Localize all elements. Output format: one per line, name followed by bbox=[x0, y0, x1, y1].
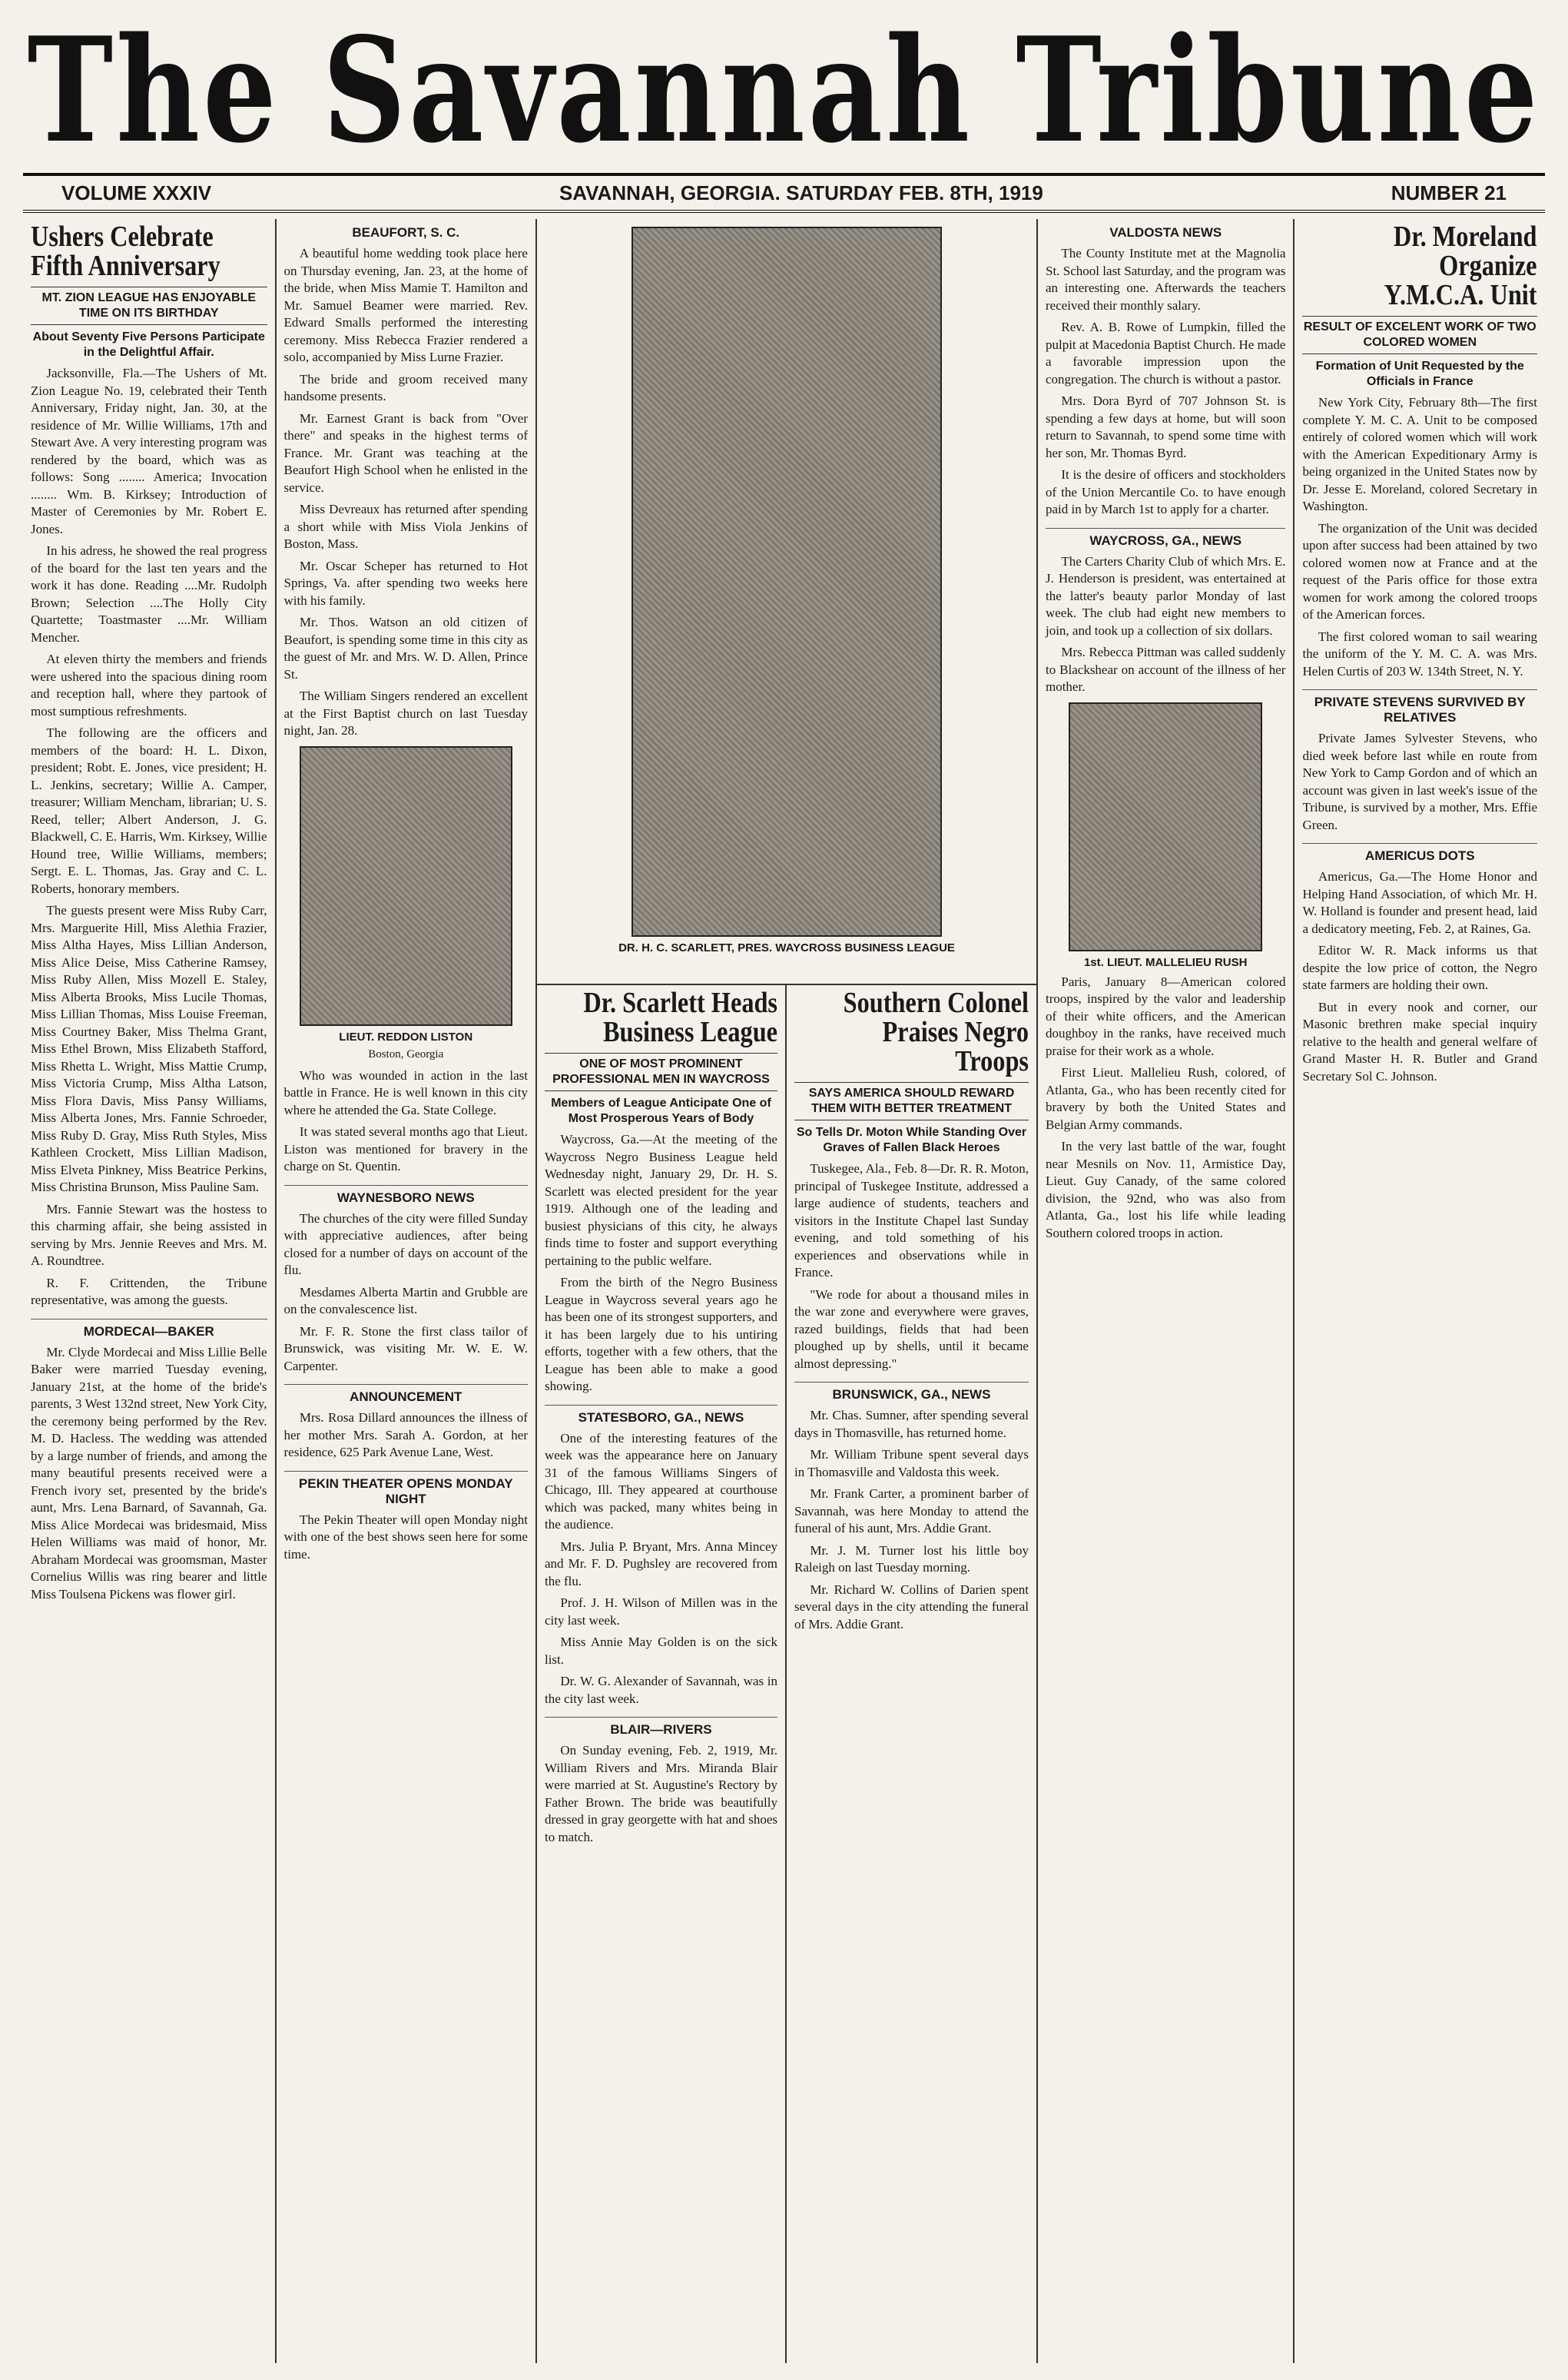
section-heading: VALDOSTA NEWS bbox=[1109, 225, 1222, 240]
article-paragraph: The William Singers rendered an excellent at the First Baptist church on last Tuesday night, Jan. 28. bbox=[283, 689, 528, 738]
issue-number: NUMBER 21 bbox=[1391, 181, 1507, 204]
article-paragraph: The bride and groom received many handsome presents. bbox=[283, 371, 528, 403]
article-paragraph: Jacksonville, Fla.—The Ushers of Mt. Zion League No. 19, celebrated their Tenth Anniversary, Friday night, Jan. 30, at the residence of Mr. Willie Williams, 17th and Stewart Ave. A very interesting program was rendered by the board, which was as follows: Song ........ America; Invocation ........ Wm. B. Kirksey; Introduction of Master of Ceremonies by Mr. Robert E. Jones. bbox=[31, 366, 267, 536]
column-6 bbox=[1295, 219, 1545, 2363]
article-paragraph: The organization of the Unit was decided upon after success had been attained by two colored women now at France and at the request of the Paris office for those extra women for work among the colored troops of the American forces. bbox=[1302, 520, 1537, 622]
article-paragraph: The churches of the city were filled Sunday with appreciative audiences, after being closed for a number of days on account of the flu. bbox=[283, 1210, 528, 1277]
article-paragraph: Waycross, Ga.—At the meeting of the Waycross Negro Business League held Wednesday night, January 29, Dr. H. S. Scarlett was elected president for the year 1919. Although one of the leading and busiest physicians of this city, he always finds time to foster and support everything pertaining to the public welfare. bbox=[544, 1132, 777, 1268]
headline-scarlett: Dr. Scarlett Heads Business League bbox=[583, 987, 777, 1048]
article-paragraph: Mrs. Rosa Dillard announces the illness of her mother Mrs. Sarah A. Gordon, at her residence, 625 Park Avenue Lane, West. bbox=[283, 1410, 528, 1459]
article-paragraph: Americus, Ga.—The Home Honor and Helping Hand Association, of which Mr. H. W. Holland is founder and present head, laid a dedicatory meeting, Feb. 2, at Raines, Ga. bbox=[1302, 869, 1537, 936]
article-paragraph: Mr. Frank Carter, a prominent barber of Savannah, was here Monday to attend the funeral of his aunt, Mrs. Addie Grant. bbox=[794, 1486, 1029, 1535]
section-heading: STATESBORO, GA., NEWS bbox=[545, 1405, 777, 1426]
column-5 bbox=[1038, 219, 1295, 2363]
section-heading: BEAUFORT, S. C. bbox=[352, 225, 460, 240]
article-paragraph: Editor W. R. Mack informs us that despite the low price of cotton, the Negro state farmers are holding their own. bbox=[1302, 943, 1537, 992]
article-paragraph: Mr. Chas. Sumner, after spending several days in Thomasville, has returned home. bbox=[794, 1408, 1029, 1440]
dateline bbox=[23, 173, 1545, 213]
portrait-photo-rush bbox=[1069, 702, 1263, 951]
deck-scarlett: ONE OF MOST PROMINENT PROFESSIONAL MEN IN WAYCROSS bbox=[545, 1053, 777, 1091]
column-1 bbox=[23, 219, 277, 2363]
article-paragraph: First Lieut. Mallelieu Rush, colored, of Atlanta, Ga., who has been recently cited for bravery by both the United States and Belgian Army commands. bbox=[1045, 1065, 1286, 1132]
article-paragraph: Mr. Clyde Mordecai and Miss Lillie Belle Baker were married Tuesday evening, January 21st, at the home of the bride's parents, 3 West 132nd street, New York City, the ceremony being performed by the Rev. M. D. Hacless. The wedding was attended by a large number of friends, and among the many beautiful presents received were a French ivory set, presented by the bride's aunt, Mrs. Lena Barnard, of Savannah, Ga. Miss Alice Mordecai was bridesmaid, Miss Helen Williams was maid of honor, Mr. Abraham Mordecai was groomsman, Master Cornelius Willis was ring bearer and little Miss Toulsena Pickens was flower girl. bbox=[31, 1344, 267, 1602]
portrait-photo-liston bbox=[300, 746, 512, 1026]
photo-caption: 1st. LIEUT. MALLELIEU RUSH bbox=[1083, 955, 1248, 969]
place-date: SAVANNAH, GEORGIA. SATURDAY FEB. 8TH, 1919 bbox=[559, 181, 1043, 204]
article-paragraph: Mr. Thos. Watson an old citizen of Beaufort, is spending some time in this city as the guest of Mr. and Mrs. W. D. Allen, Prince St. bbox=[283, 615, 528, 682]
article-paragraph: Mrs. Rebecca Pittman was called suddenly to Blackshear on account of the illness of her mother. bbox=[1045, 645, 1286, 694]
column-3 bbox=[537, 985, 787, 2363]
article-paragraph: Paris, January 8—American colored troops, inspired by the valor and leadership of their white officers, and the American doughboy in the ranks, have received much praise for their work as a whole. bbox=[1045, 974, 1286, 1058]
article-paragraph: Mrs. Julia P. Bryant, Mrs. Anna Mincey and Mr. F. D. Pughsley are recovered from the flu. bbox=[544, 1539, 777, 1588]
subdeck-ushers: About Seventy Five Persons Participate in the Delightful Affair. bbox=[32, 330, 265, 359]
subdeck-scarlett: Members of League Anticipate One of Most Prosperous Years of Body bbox=[551, 1097, 771, 1125]
column-4 bbox=[787, 985, 1036, 2363]
article-paragraph: Mr. William Tribune spent several days in Thomasville and Valdosta this week. bbox=[794, 1447, 1029, 1479]
masthead bbox=[23, 5, 1545, 175]
article-paragraph: Tuskegee, Ala., Feb. 8—Dr. R. R. Moton, principal of Tuskegee Institute, addressed a large audience of students, teachers and visitors in the Institute Chapel last Sunday evening, and told something of his experiences and observations while in France. bbox=[794, 1161, 1029, 1280]
columns bbox=[23, 219, 1545, 2363]
article-paragraph: A beautiful home wedding took place here on Thursday evening, Jan. 23, at the home of the bride, when Miss Mamie T. Hamilton and Mr. Samuel Beamer were married. Rev. Edward Smalls performed the interesting ceremony. Miss Rebecca Frazier rendered a solo, accompanied by Miss Lurne Frazier. bbox=[283, 246, 528, 364]
article-paragraph: Rev. A. B. Rowe of Lumpkin, filled the pulpit at Macedonia Baptist Church. He made a favorable impression upon the congregation. The church is without a pastor. bbox=[1045, 320, 1286, 387]
article-paragraph: The County Institute met at the Magnolia St. School last Saturday, and the program was an interesting one. Afterwards the teachers received their monthly salary. bbox=[1045, 246, 1286, 313]
article-paragraph: The Carters Charity Club of which Mrs. E. J. Henderson is president, was entertained at the latter's beauty parlor Monday of last week. The club had eight new members to join, and took up a collection of six dollars. bbox=[1045, 553, 1286, 638]
article-paragraph: One of the interesting features of the week was the appearance here on January 31 of the famous Williams Singers of Chicago, Ill. They appeared at courthouse which was packed, many whites being in the audience. bbox=[544, 1430, 777, 1532]
section-heading: WAYNESBORO NEWS bbox=[284, 1185, 528, 1206]
article-paragraph: From the birth of the Negro Business League in Waycross several years ago he has been one of its strongest supporters, and it has been largely due to his untiring efforts, together with a few others, that the League has been able to make a good showing. bbox=[544, 1275, 777, 1393]
photo-caption: LIEUT. REDDON LISTON bbox=[339, 1030, 473, 1044]
article-paragraph: At eleven thirty the members and friends were ushered into the spacious dining room and reception hall, where they partook of most sumptious refreshments. bbox=[31, 652, 267, 719]
section-heading: BRUNSWICK, GA., NEWS bbox=[794, 1382, 1029, 1402]
article-paragraph: In the very last battle of the war, fought near Mesnils on Nov. 11, Armistice Day, Lieut. Guy Canady, of the same colored division, the 92nd, who was also from Atlanta, Ga., lost his life while leading Southern colored troops in action. bbox=[1045, 1139, 1286, 1240]
deck-ushers: MT. ZION LEAGUE HAS ENJOYABLE TIME ON ITS BIRTHDAY bbox=[31, 287, 267, 325]
article-paragraph: Miss Devreaux has returned after spending a short while with Miss Viola Jenkins of Boston, Mass. bbox=[283, 502, 528, 551]
feature-photo-block bbox=[537, 219, 1036, 985]
article-paragraph: But in every nook and corner, our Masonic brethren make special inquiry relative to the health and general welfare of Grand Master H. R. Butler and Grand Secretary Sol C. Johnson. bbox=[1302, 999, 1537, 1084]
article-paragraph: Who was wounded in action in the last battle in France. He is well known in this city where he attended the Ga. State College. bbox=[283, 1067, 528, 1117]
article-paragraph: On Sunday evening, Feb. 2, 1919, Mr. William Rivers and Mrs. Miranda Blair were married at St. Augustine's Rectory by Father Brown. The bride was beautifully dressed in gray georgette with hat and shoes to match. bbox=[544, 1743, 777, 1844]
photo-caption: DR. H. C. SCARLETT, PRES. WAYCROSS BUSINESS LEAGUE bbox=[618, 941, 955, 954]
section-heading: PRIVATE STEVENS SURVIVED BY RELATIVES bbox=[1302, 689, 1537, 725]
subdeck-colonel: So Tells Dr. Moton While Standing Over Graves of Fallen Black Heroes bbox=[796, 1126, 1027, 1154]
section-heading: PEKIN THEATER OPENS MONDAY NIGHT bbox=[284, 1471, 528, 1507]
headline-colonel: Southern Colonel Praises Negro Troops bbox=[843, 987, 1029, 1077]
article-paragraph: The following are the officers and members of the board: H. L. Dixon, president; Robt. E. Jones, vice president; H. L. Jenkins, secretary; Willie A. Camper, treasurer; William Mencham, librarian; U. S. Reed, teller; Albert Anderson, J. G. Blackwell, C. E. Harris, Wm. Kirksey, Willie Hound tree, Willie Williams, members; Sergt. E. L. Thomas, Jas. Gray and C. L. Roberts, honorary members. bbox=[31, 725, 267, 896]
section-heading: ANNOUNCEMENT bbox=[284, 1384, 528, 1405]
deck-moreland: RESULT OF EXCELENT WORK OF TWO COLORED WOMEN bbox=[1302, 316, 1537, 354]
article-paragraph: Mr. Oscar Scheper has returned to Hot Springs, Va. after spending two weeks here with his family. bbox=[283, 558, 528, 608]
headline-moreland: Dr. Moreland Organize Y.M.C.A. Unit bbox=[1384, 221, 1537, 311]
section-heading: WAYCROSS, GA., NEWS bbox=[1046, 528, 1286, 549]
section-heading: AMERICUS DOTS bbox=[1302, 843, 1537, 864]
article-paragraph: New York City, February 8th—The first complete Y. M. C. A. Unit to be composed entirely of colored women which will work with the American Expeditionary Army is being organized in the United States now by Dr. Jesse E. Moreland, colored Secretary in Washington. bbox=[1302, 395, 1537, 513]
article-paragraph: Mrs. Fannie Stewart was the hostess to this charming affair, she being assisted in serving by Mrs. Jennie Reeves and Mrs. M. A. Roundtree. bbox=[31, 1201, 267, 1268]
article-paragraph: Mr. J. M. Turner lost his little boy Raleigh on last Tuesday morning. bbox=[794, 1542, 1029, 1575]
article-paragraph: Mr. F. R. Stone the first class tailor of Brunswick, was visiting Mr. W. E. W. Carpenter. bbox=[283, 1323, 528, 1373]
deck-colonel: SAYS AMERICA SHOULD REWARD THEM WITH BETTER TREATMENT bbox=[794, 1082, 1029, 1120]
volume-label: VOLUME XXXIV bbox=[61, 181, 212, 204]
section-heading: BLAIR—RIVERS bbox=[545, 1717, 777, 1738]
center-columns bbox=[537, 985, 1036, 2363]
article-paragraph: It is the desire of officers and stockholders of the Union Mercantile Co. to have enough paid in by March 1st to apply for a charter. bbox=[1045, 467, 1286, 516]
portrait-photo-scarlett bbox=[632, 227, 942, 937]
article-paragraph: The guests present were Miss Ruby Carr, Mrs. Marguerite Hill, Miss Alethia Frazier, Miss Altha Hayes, Miss Lillian Anderson, Miss Alice Deise, Miss Catherine Ramsey, Miss Ruby Allen, Miss Mozell E. Staley, Miss Alberta Brooks, Miss Lucile Thomas, Miss Lillian Thomas, Miss Louise Freeman, Miss Courtney Baker, Miss Thelma Grant, Miss Ethel Brown, Miss Elizabeth Stafford, Miss Rhetta L. Wright, Miss Mattie Crump, Miss Victoria Crump, Miss Altha Latson, Miss Flora Davis, Miss Pansy Williams, Miss Alberta Jones, Mrs. Fannie Schroeder, Miss Ruby D. Gray, Miss Ruth Styles, Miss Kathleen Crockett, Miss Lillian Madison, Miss Elveta Pinkney, Miss Beatrice Perkins, Miss Christina Brunson, Miss Pauline Sam. bbox=[31, 903, 267, 1194]
article-paragraph: R. F. Crittenden, the Tribune representative, was among the guests. bbox=[31, 1275, 267, 1307]
article-paragraph: Mr. Richard W. Collins of Darien spent several days in the city attending the funeral of Mrs. Addie Grant. bbox=[794, 1582, 1029, 1631]
article-paragraph: It was stated several months ago that Lieut. Liston was mentioned for bravery in the charge on St. Quentin. bbox=[283, 1124, 528, 1173]
article-paragraph: Dr. W. G. Alexander of Savannah, was in the city last week. bbox=[544, 1674, 777, 1706]
article-paragraph: "We rode for about a thousand miles in the war zone and everywhere were graves, razed buildings, fields that had been ploughed up by shells, until it became almost depressing." bbox=[794, 1286, 1029, 1371]
column-2 bbox=[277, 219, 537, 2363]
newspaper-title: The Savannah Tribune bbox=[27, 5, 1541, 175]
article-paragraph: Mr. Earnest Grant is back from "Over there" and speaks in the highest terms of France. Mr. Grant was teaching at the Beaufort High School when he enlisted in the service. bbox=[283, 410, 528, 495]
article-paragraph: The first colored woman to sail wearing the uniform of the Y. M. C. A. was Mrs. Helen Curtis of 203 W. 134th Street, N. Y. bbox=[1302, 629, 1537, 679]
article-paragraph: Mesdames Alberta Martin and Grubble are on the convalescence list. bbox=[283, 1284, 528, 1316]
article-paragraph: Miss Annie May Golden is on the sick list. bbox=[544, 1635, 777, 1667]
article-paragraph: Mrs. Dora Byrd of 707 Johnson St. is spending a few days at home, but will soon return to Savannah, to spend some time with her son, Mr. Thomas Byrd. bbox=[1045, 393, 1286, 460]
article-paragraph: The Pekin Theater will open Monday night with one of the best shows seen here for some time. bbox=[283, 1512, 528, 1562]
headline-ushers: Ushers Celebrate Fifth Anniversary bbox=[31, 221, 220, 282]
article-paragraph: In his adress, he showed the real progress of the board for the last ten years and the work it has done. Reading ....Mr. Rudolph Brown; Selection ....The Holly City Quartette; Toastmaster ....Mr. William Mencher. bbox=[31, 543, 267, 645]
center-span bbox=[537, 219, 1038, 2363]
section-heading: MORDECAI—BAKER bbox=[31, 1319, 267, 1339]
photo-subcaption: Boston, Georgia bbox=[368, 1047, 444, 1061]
subdeck-moreland: Formation of Unit Requested by the Officials in France bbox=[1315, 360, 1524, 388]
article-paragraph: Private James Sylvester Stevens, who died week before last while en route from New York to Camp Gordon and of which an account was given in last week's issue of the Tribune, is survived by a mother, Mrs. Effie Green. bbox=[1302, 731, 1537, 832]
article-paragraph: Prof. J. H. Wilson of Millen was in the city last week. bbox=[544, 1595, 777, 1628]
